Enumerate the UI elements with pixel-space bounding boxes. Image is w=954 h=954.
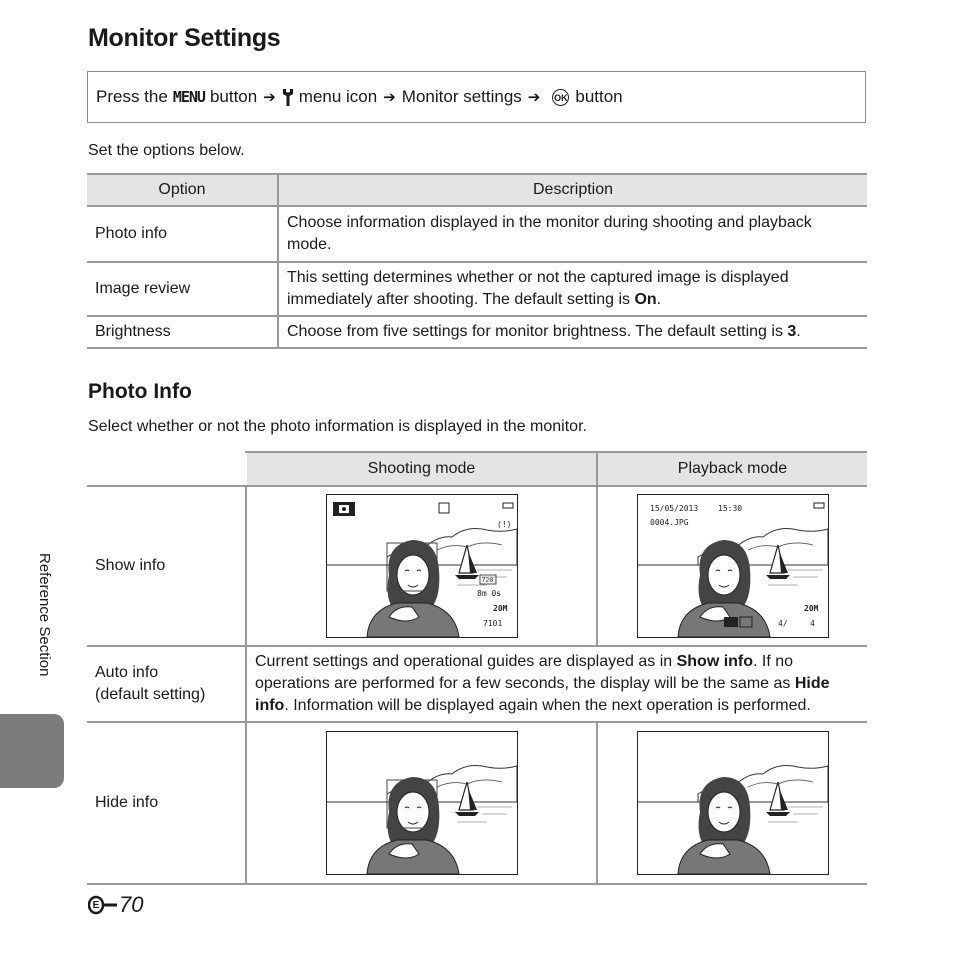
table-row bbox=[87, 262, 867, 316]
row-label-auto-info: Auto info (default setting) bbox=[87, 646, 246, 722]
row-label-hide-info: Hide info bbox=[87, 722, 246, 884]
movie-res-label: 720 bbox=[481, 576, 493, 584]
movie-time-label: 8m 0s bbox=[476, 589, 501, 598]
shooting-hide-info-cell bbox=[246, 722, 597, 884]
auto-info-description: Current settings and operational guides are displayed as in Show info. If no operations are performed for a few seconds, the display will be the same as Hide info. Information will be displayed again when the next operation is performed. bbox=[246, 646, 867, 722]
playback-filename: 0004.JPG bbox=[649, 518, 689, 527]
column-header-playback: Playback mode bbox=[597, 452, 867, 486]
menu-path-box bbox=[87, 71, 866, 123]
wrench-icon bbox=[282, 88, 294, 106]
nav-monitor-settings: Monitor settings bbox=[401, 87, 522, 106]
playback-show-info-cell bbox=[597, 486, 867, 646]
playback-time: 15:30 bbox=[717, 504, 742, 513]
table-row-hide-info bbox=[87, 722, 867, 884]
nav-press: Press the bbox=[96, 87, 168, 106]
ok-button-icon: OK bbox=[552, 89, 569, 106]
option-name: Brightness bbox=[87, 316, 278, 348]
arrow-right-icon: ➔ bbox=[527, 89, 541, 106]
blank-header bbox=[87, 452, 246, 486]
option-description: Choose information displayed in the monitor during shooting and playback mode. bbox=[278, 206, 867, 262]
option-name: Photo info bbox=[87, 206, 278, 262]
nav-button: button bbox=[209, 87, 258, 106]
column-header-option: Option bbox=[87, 174, 278, 206]
option-description: This setting determines whether or not the captured image is displayed immediately after shooting. The default setting is On. bbox=[278, 262, 867, 316]
playback-hide-info-cell bbox=[597, 722, 867, 884]
table-row bbox=[87, 206, 867, 262]
side-section-label: Reference Section bbox=[36, 553, 53, 677]
playback-date: 15/05/2013 bbox=[649, 504, 698, 513]
image-size-label: 20M bbox=[492, 604, 507, 613]
section-intro: Select whether or not the photo information is displayed in the monitor. bbox=[88, 418, 587, 435]
shooting-screen-hide-info bbox=[326, 731, 518, 875]
svg-text:(!): (!) bbox=[496, 520, 511, 529]
nav-menu-icon-text: menu icon bbox=[298, 87, 378, 106]
row-label-show-info: Show info bbox=[87, 486, 246, 646]
playback-total: 4 bbox=[809, 619, 815, 628]
column-header-shooting: Shooting mode bbox=[246, 452, 597, 486]
option-name: Image review bbox=[87, 262, 278, 316]
table-row bbox=[87, 316, 867, 348]
arrow-right-icon: ➔ bbox=[263, 89, 276, 106]
shooting-screen-show-info bbox=[326, 494, 518, 638]
option-description: Choose from five settings for monitor brightness. The default setting is 3. bbox=[278, 316, 867, 348]
playback-screen-show-info bbox=[637, 494, 829, 638]
playback-frame: 4/ bbox=[777, 619, 788, 628]
shooting-show-info-cell bbox=[246, 486, 597, 646]
shots-left-label: 7101 bbox=[482, 619, 502, 628]
arrow-right-icon: ➔ bbox=[383, 89, 396, 106]
nav-button-2: button bbox=[575, 87, 623, 106]
column-header-description: Description bbox=[278, 174, 867, 206]
table-row-show-info bbox=[87, 486, 867, 646]
intro-text: Set the options below. bbox=[88, 142, 245, 159]
page-number: E 70 bbox=[88, 892, 143, 918]
playback-screen-hide-info bbox=[637, 731, 829, 875]
section-heading: Photo Info bbox=[88, 380, 192, 403]
page-title: Monitor Settings bbox=[88, 24, 281, 52]
playback-image-size: 20M bbox=[803, 604, 818, 613]
reference-e-icon: E bbox=[88, 895, 118, 915]
photo-info-table bbox=[87, 451, 867, 885]
options-table bbox=[87, 173, 867, 349]
table-row-auto-info bbox=[87, 646, 867, 722]
side-section-tab bbox=[0, 714, 64, 788]
menu-button-icon: MENU bbox=[172, 88, 205, 106]
